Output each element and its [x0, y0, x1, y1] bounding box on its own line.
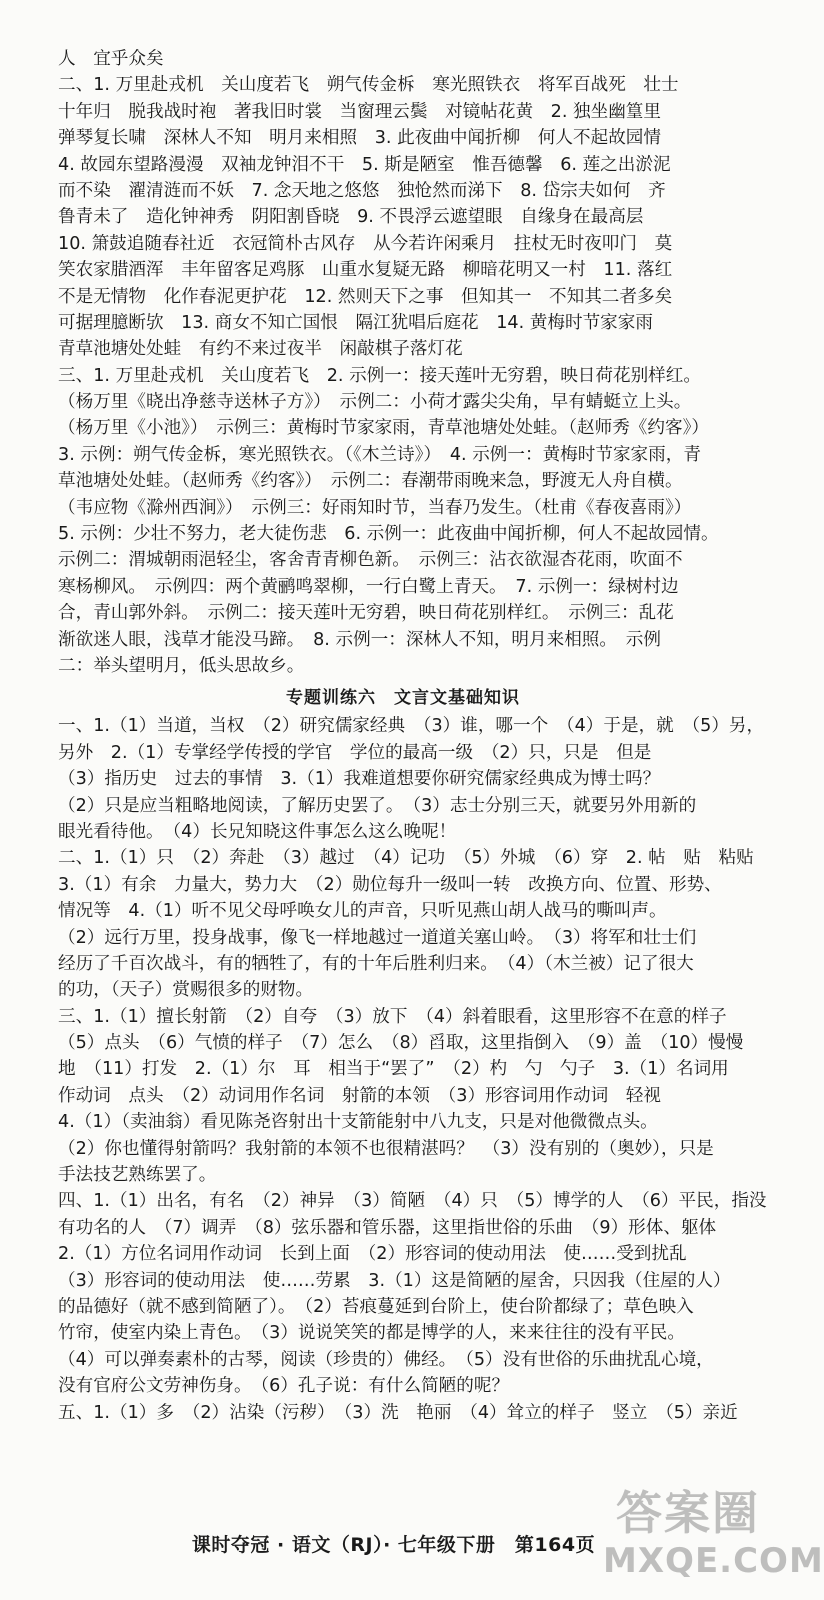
text-line: 三、1. 万里赴戎机 关山度若飞 2. 示例一：接天莲叶无穷碧，映日荷花别样红。 [58, 365, 701, 386]
watermark-logo-text: 答案圈 [616, 1486, 760, 1540]
text-line: 眼光看待他。 （4）长兄知晓这件事怎么这么晚呢！ [58, 821, 457, 842]
text-line: （4）可以弹奏素朴的古琴，阅读（珍贵的）佛经。 （5）没有世俗的乐曲扰乱心境， [58, 1349, 714, 1370]
text-line: （2）你也懂得射箭吗？我射箭的本领不也很精湛吗？ （3）没有别的（奥妙），只是 [58, 1138, 714, 1159]
text-line: 一、1.（1）当道，当权 （2）研究儒家经典 （3）谁，哪一个 （4）于是，就 （5）另， [58, 716, 765, 737]
text-line: （2）远行万里，投身战事，像飞一样地越过一道道关塞山岭。 （3）将军和壮士们 [58, 927, 697, 948]
text-line: 3. 示例：朔气传金柝，寒光照铁衣。（《木兰诗》） 4. 示例一：黄梅时节家家雨，青 [58, 444, 701, 465]
answers-part-2 [58, 713, 767, 1426]
text-line: （韦应物《滁州西涧》） 示例三：好雨知时节，当春乃发生。（杜甫《春夜喜雨》） [58, 497, 692, 518]
text-line: 而不染 濯清涟而不妖 7. 念天地之悠悠 独怆然而涕下 8. 岱宗夫如何 齐 [58, 180, 666, 201]
watermark-logo [603, 1475, 824, 1590]
text-line: 4. 故园东望路漫漫 双袖龙钟泪不干 5. 斯是陋室 惟吾德馨 6. 莲之出淤泥 [58, 154, 671, 175]
text-line: 4.（1）（卖油翁）看见陈尧咨射出十支箭能射中八九支，只是对他微微点头。 [58, 1112, 658, 1133]
page-footer: 课时夺冠 · 语文（RJ）· 七年级下册 第164页 [191, 1534, 596, 1556]
text-line: 另外 2.（1）专掌经学传授的学官 学位的最高一级 （2）只，只是 但是 [58, 742, 652, 763]
text-line: 作动词 点头 （2）动词用作名词 射箭的本领 （3）形容词用作动词 轻视 [58, 1085, 661, 1106]
section-heading: 专题训练六 文言文基础知识 [286, 688, 520, 709]
text-line: 手法技艺熟练罢了。 [58, 1165, 217, 1186]
text-line: 可据理臆断欤 13. 商女不知亡国恨 隔江犹唱后庭花 14. 黄梅时节家家雨 [58, 312, 653, 333]
text-line: 青草池塘处处蛙 有约不来过夜半 闲敲棋子落灯花 [58, 339, 463, 360]
text-line: （杨万里《晓出净慈寺送林子方》） 示例二：小荷才露尖尖角，早有蜻蜓立上头。 [58, 392, 692, 413]
text-line: 2.（1）方位名词用作动词 长到上面 （2）形容词的使动用法 使……受到扰乱 [58, 1244, 687, 1265]
text-line: 人 宜乎众矣 [58, 49, 164, 69]
text-line: 5. 示例：少壮不努力，老大徒伤悲 6. 示例一：此夜曲中闻折柳，何人不起故园情。 [58, 524, 719, 545]
text-line: 的功，（天子）赏赐很多的财物。 [58, 980, 314, 1001]
answer-text-body [58, 46, 767, 1426]
text-line: 不是无情物 化作春泥更护花 12. 然则天下之事 但知其一 不知其二者多矣 [58, 286, 673, 307]
text-line: 10. 箫鼓追随春社近 衣冠简朴古风存 从今若许闲乘月 拄杖无时夜叩门 莫 [58, 233, 673, 254]
text-line: 二、1. 万里赴戎机 关山度若飞 朔气传金柝 寒光照铁衣 将军百战死 壮士 [58, 75, 679, 96]
text-line: 十年归 脱我战时袍 著我旧时裳 当窗理云鬓 对镜帖花黄 2. 独坐幽篁里 [58, 101, 661, 122]
text-line: 3.（1）有余 力量大，势力大 （2）勋位每升一级叫一转 改换方向、位置、形势、 [58, 874, 722, 895]
text-line: 笑农家腊酒浑 丰年留客足鸡豚 山重水复疑无路 柳暗花明又一村 11. 落红 [58, 260, 673, 281]
text-line: （5）点头 （6）气愤的样子 （7）怎么 （8）舀取，这里指倒入 （9）盖 （10）慢慢 [58, 1033, 744, 1054]
text-line: 鲁青未了 造化钟神秀 阴阳割昏晓 9. 不畏浮云遮望眼 自缘身在最高层 [58, 207, 644, 228]
text-line: （杨万里《小池》） 示例三：黄梅时节家家雨，青草池塘处处蛙。（赵师秀《约客》） [58, 418, 709, 439]
text-line: 四、1.（1）出名，有名 （2）神异 （3）简陋 （4）只 （5）博学的人 （6）平民，指没 [58, 1191, 767, 1212]
text-line: 竹帘，使室内染上青色。 （3）说说笑笑的都是博学的人，来来往往的没有平民。 [58, 1323, 685, 1344]
text-line: 寒杨柳风。 示例四：两个黄鹂鸣翠柳，一行白鹭上青天。 7. 示例一：绿树村边 [58, 576, 679, 597]
text-line: 示例二：渭城朝雨浥轻尘，客舍青青柳色新。 示例三：沾衣欲湿杏花雨，吹面不 [58, 550, 683, 571]
text-line: （2）只是应当粗略地阅读，了解历史罢了。 （3）志士分别三天，就要另外用新的 [58, 795, 697, 816]
text-line: 合，青山郭外斜。 示例二：接天莲叶无穷碧，映日荷花别样红。 示例三：乱花 [58, 603, 674, 624]
text-line: 没有官府公文劳神伤身。 （6）孔子说：有什么简陋的呢？ [58, 1376, 510, 1397]
text-line: 情况等 4.（1）听不见父母呼唤女儿的声音，只听见燕山胡人战马的嘶叫声。 [58, 901, 667, 922]
text-line: 二：举头望明月，低头思故乡。 [58, 655, 305, 676]
text-line: 的品德好（就不感到简陋了）。 （2）苔痕蔓延到台阶上，使台阶都绿了；草色映入 [58, 1296, 694, 1317]
text-line: 三、1.（1）擅长射箭 （2）自夸 （3）放下 （4）斜着眼看，这里形容不在意的样子 [58, 1006, 727, 1027]
text-line: （3）指历史 过去的事情 3.（1）我难道想要你研究儒家经典成为博士吗？ [58, 769, 661, 790]
text-line: 地 （11）打发 2.（1）尔 耳 相当于“罢了” （2）杓 勺 勺子 3.（1）名词用 [58, 1059, 729, 1080]
text-line: 草池塘处处蛙。（赵师秀《约客》） 示例二：春潮带雨晚来急，野渡无人舟自横。 [58, 471, 683, 492]
watermark-domain-text: MXQE.COM [603, 1541, 824, 1581]
text-line: 二、1.（1）只 （2）奔赴 （3）越过 （4）记功 （5）外城 （6）穿 2. 帖 贴 粘贴 [58, 848, 754, 869]
text-line: 五、1.（1）多 （2）沾染（污秽） （3）洗 艳丽 （4）耸立的样子 竖立 （5）亲近 [58, 1402, 738, 1423]
text-line: 渐欲迷人眼，浅草才能没马蹄。 8. 示例一：深林人不知，明月来相照。 示例 [58, 629, 661, 650]
answers-part-1 [58, 46, 748, 679]
text-line: （3）形容词的使动用法 使……劳累 3.（1）这是简陋的屋舍，只因我（住屋的人） [58, 1270, 731, 1291]
text-line: 弹琴复长啸 深林人不知 明月来相照 3. 此夜曲中闻折柳 何人不起故园情 [58, 128, 661, 149]
text-line: 经历了千百次战斗，有的牺牲了，有的十年后胜利归来。 （4）（木兰被）记了很大 [58, 953, 694, 974]
text-line: 有功名的人 （7）调弄 （8）弦乐器和管乐器，这里指世俗的乐曲 （9）形体、躯体 [58, 1217, 717, 1238]
